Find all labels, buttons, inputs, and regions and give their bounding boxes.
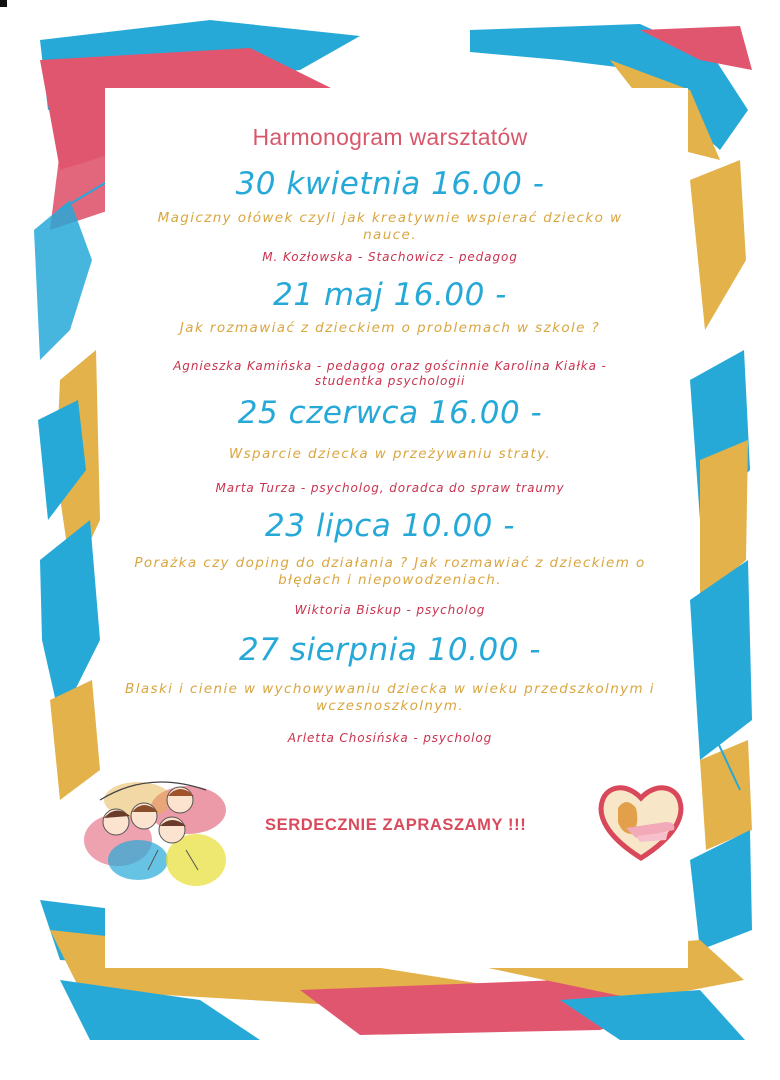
heart-hands-icon [596,778,686,862]
event-speaker: Arletta Chosińska - psycholog [287,731,493,745]
event-topic: Porażka czy doping do działania ? Jak rozmawiać z dzieckiem o [134,555,646,571]
page-title: Harmonogram warsztatów [252,124,528,150]
event-topic: Wsparcie dziecka w przeżywaniu straty. [228,446,552,462]
event-speaker: Agnieszka Kamińska - pedagog oraz gościnnie Karolina Kiałka - [173,359,607,373]
event-topic: błędach i niepowodzeniach. [278,572,502,588]
event-date: 25 czerwca 16.00 - [237,395,543,431]
event-topic: wczesnoszkolnym. [315,698,465,714]
event-date: 21 maj 16.00 - [273,277,507,313]
event-date: 23 lipca 10.00 - [265,508,515,544]
invitation-text: SERDECZNIE ZAPRASZAMY !!! [265,816,527,834]
event-topic: Blaski i cienie w wychowywaniu dziecka w wieku przedszkolnym i [125,681,655,697]
event-date: 27 sierpnia 10.00 - [239,632,541,668]
event-speaker: M. Kozłowska - Stachowicz - pedagog [262,250,518,264]
event-topic: nauce. [363,227,417,243]
event-topic: Magiczny ołówek czyli jak kreatywnie wspierać dziecko w [157,210,623,226]
event-speaker: studentka psychologii [314,374,466,388]
scan-corner-mark [0,0,7,7]
event-date: 30 kwietnia 16.00 - [235,166,545,202]
children-illustration [78,770,248,890]
event-topic: Jak rozmawiać z dzieckiem o problemach w szkole ? [179,320,601,336]
event-speaker: Marta Turza - psycholog, doradca do spraw traumy [215,481,565,495]
event-speaker: Wiktoria Biskup - psycholog [294,603,486,617]
